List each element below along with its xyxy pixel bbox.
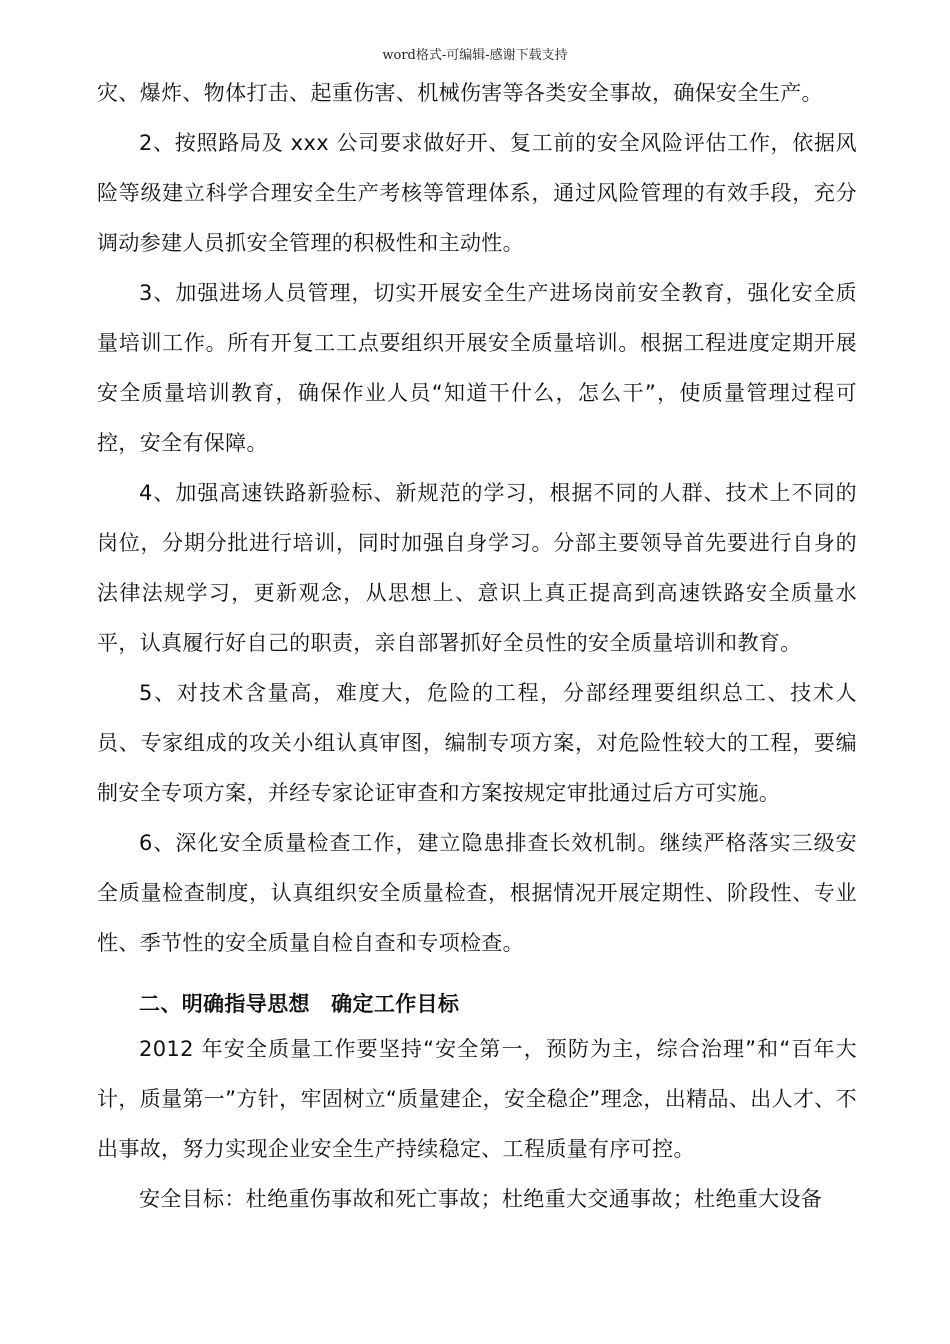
page-header: word格式-可编辑-感谢下载支持: [382, 48, 568, 63]
paragraph-safety-goal: 安全目标：杜绝重伤事故和死亡事故；杜绝重大交通事故；杜绝重大设备: [139, 1187, 823, 1211]
paragraph-item-2: 2、按照路局及 xxx 公司要求做好开、复工前的安全风险评估工作，依据风险等级建立科学合理安全生产考核等管理体系，通过风险管理的有效手段，充分调动参建人员抓安全管理的积极性和主动性。: [97, 131, 857, 255]
paragraph-item-5: 5、对技术含量高，难度大，危险的工程，分部经理要组织总工、技术人员、专家组成的攻关小组认真审图，编制专项方案，对危险性较大的工程，要编制安全专项方案，并经专家论证审查和方案按规定审批通过后方可实施。: [97, 681, 857, 805]
document-body: [97, 68, 857, 1224]
paragraph-item-6: 6、深化安全质量检查工作，建立隐患排查长效机制。继续严格落实三级安全质量检查制度，认真组织安全质量检查，根据情况开展定期性、阶段性、专业性、季节性的安全质量自检自查和专项检查。: [97, 831, 857, 955]
section-heading: 二、明确指导思想 确定工作目标: [139, 992, 460, 1016]
paragraph-item-4: 4、加强高速铁路新验标、新规范的学习，根据不同的人群、技术上不同的岗位，分期分批进行培训，同时加强自身学习。分部主要领导首先要进行自身的法律法规学习，更新观念，从思想上、意识上真正提高到高速铁路安全质量水平，认真履行好自己的职责，亲自部署抓好全员性的安全质量培训和教育。: [97, 481, 857, 655]
paragraph-continuation: 灾、爆炸、物体打击、起重伤害、机械伤害等各类安全事故，确保安全生产。: [97, 81, 823, 105]
paragraph-guiding-principle: 2012 年安全质量工作要坚持“安全第一，预防为主，综合治理”和“百年大计，质量第一”方针，牢固树立“质量建企，安全稳企”理念，出精品、出人才、不出事故，努力实现企业安全生产持续稳定、工程质量有序可控。: [97, 1037, 857, 1161]
paragraph-item-3: 3、加强进场人员管理，切实开展安全生产进场岗前安全教育，强化安全质量培训工作。所有开复工工点要组织开展安全质量培训。根据工程进度定期开展安全质量培训教育，确保作业人员“知道干什么，怎么干”，使质量管理过程可控，安全有保障。: [97, 281, 857, 455]
